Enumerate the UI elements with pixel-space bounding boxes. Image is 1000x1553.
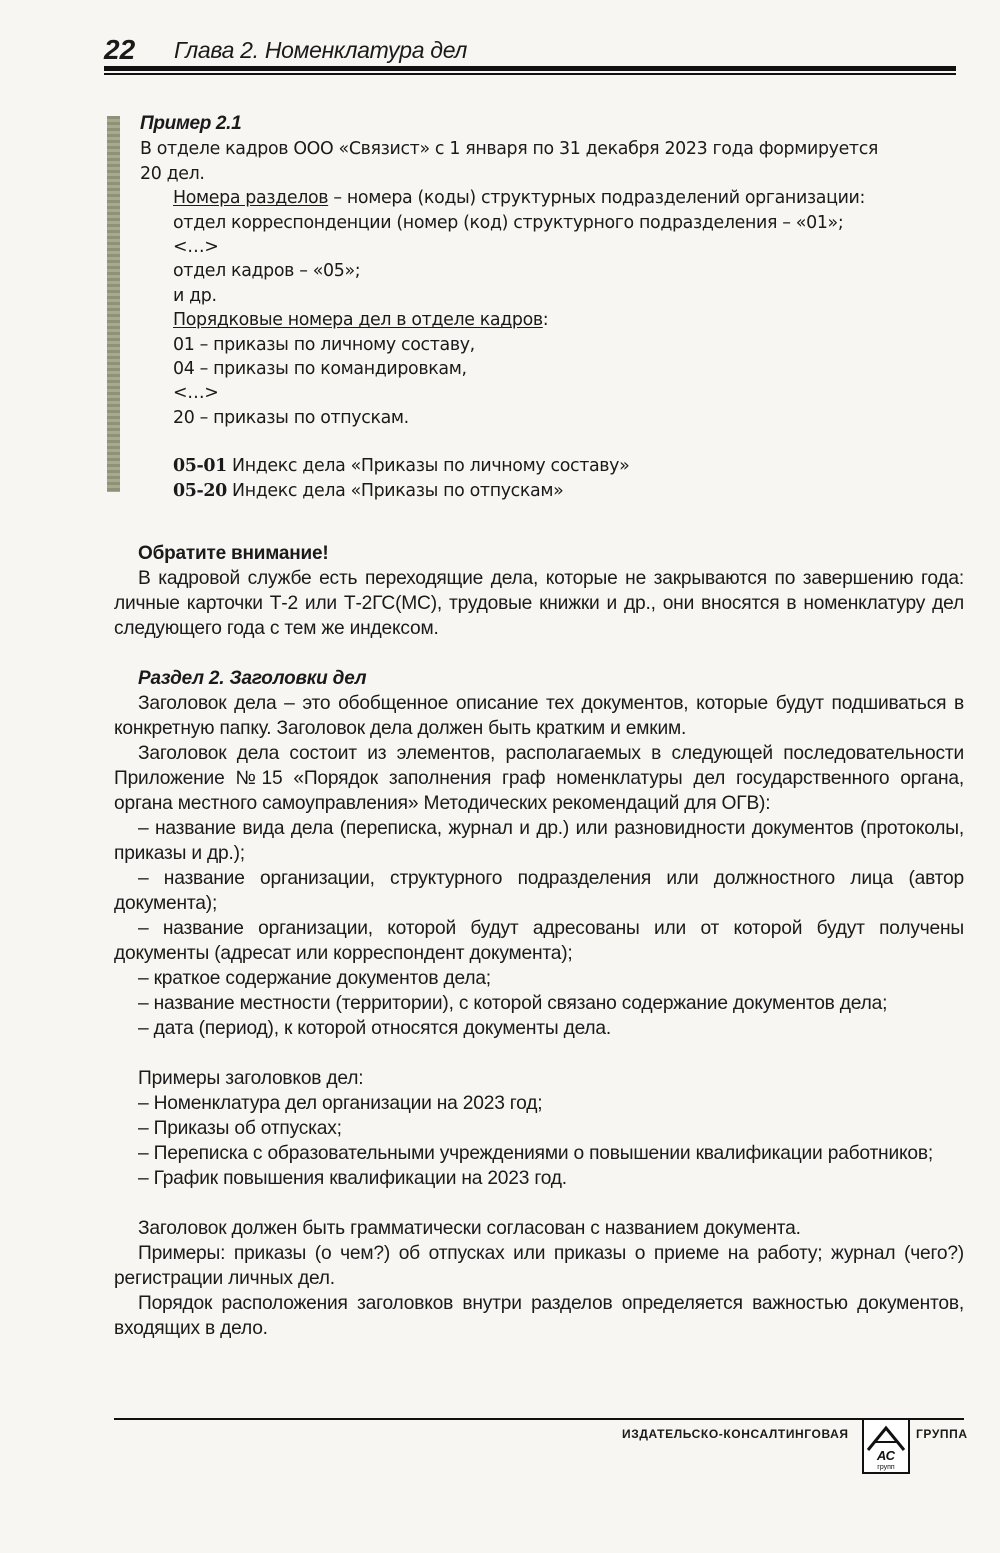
paragraph: Заголовок дела состоит из элементов, располагаемых в следующей последовательности Приложение №15 «Порядок заполнения граф номенклатуры дел государственного органа, органа местного самоуправления» Методических рекомендаций для ОГВ):: [114, 743, 964, 814]
index-code: 05-01: [173, 456, 227, 477]
index-line-2: [140, 479, 960, 503]
logo-text: АС: [876, 1448, 896, 1463]
line-hr: отдел кадров – «05»;: [173, 261, 361, 282]
logo-mark-icon: [864, 1420, 908, 1472]
publisher-left: ИЗДАТЕЛЬСКО-КОНСАЛТИНГОВАЯ: [622, 1427, 849, 1441]
example-intro-cont: 20 дел.: [140, 163, 205, 184]
sections-rest: – номера (коды) структурных подразделений организации:: [328, 188, 866, 209]
list-item: – название организации, структурного подразделения или должностного лица (автор документа);: [114, 868, 964, 914]
item-04: 04 – приказы по командировкам,: [173, 359, 467, 380]
example-intro: В отделе кадров ООО «Связист» с 1 января по 31 декабря 2023 года формируется: [140, 139, 879, 160]
header-rule: [104, 66, 956, 71]
ellipsis: <…>: [173, 383, 219, 404]
list-item: – Приказы об отпусках;: [138, 1118, 342, 1139]
logo-sub: групп: [877, 1464, 895, 1471]
example-title: Пример 2.1: [140, 113, 242, 134]
item-01: 01 – приказы по личному составу,: [173, 334, 475, 355]
list-item: – Номенклатура дел организации на 2023 год;: [138, 1093, 543, 1114]
examples-heading: Примеры заголовков дел:: [138, 1068, 364, 1089]
publisher-logo: [862, 1418, 910, 1474]
paragraph: Порядок расположения заголовков внутри разделов определяется важностью документов, входящих в дело.: [114, 1293, 964, 1339]
index-code: 05-20: [173, 480, 227, 501]
note-text: В кадровой службе есть переходящие дела, которые не закрываются по завершению года: личные карточки Т-2 или Т-2ГС(МС), трудовые книжки и др., они вносятся в номенклатуру дел следующего года с тем же индексом.: [114, 568, 964, 639]
header-rule-thin: [104, 73, 956, 75]
list-item: – краткое содержание документов дела;: [138, 968, 491, 989]
note-heading: Обратите внимание!: [138, 543, 329, 564]
line-correspondence: отдел корреспонденции (номер (код) структурного подразделения – «01»;: [173, 212, 844, 233]
sections-label: Номера разделов: [173, 188, 329, 209]
example-box: [140, 112, 960, 503]
index-text: Индекс дела «Приказы по личному составу»: [226, 456, 630, 477]
page-number: 22: [104, 34, 136, 65]
ellipsis: <…>: [173, 237, 219, 258]
order-label: Порядковые номера дел в отделе кадров: [173, 310, 543, 331]
note-block: [114, 541, 964, 641]
order-line: [140, 308, 960, 332]
list-item: – название вида дела (переписка, журнал и др.) или разновидности документов (протоколы, приказы и др.);: [114, 818, 964, 864]
list-item: – Переписка с образовательными учреждениями о повышении квалификации работников;: [138, 1143, 933, 1164]
section-heading: Раздел 2. Заголовки дел: [138, 668, 367, 689]
list-item: – График повышения квалификации на 2023 год.: [138, 1168, 567, 1189]
section-2: [114, 666, 964, 1341]
list-item: – дата (период), к которой относятся документы дела.: [138, 1018, 612, 1039]
publisher-right: ГРУППА: [916, 1427, 968, 1441]
order-colon: :: [542, 310, 549, 331]
running-header: [104, 34, 956, 70]
paragraph: Заголовок дела – это обобщенное описание тех документов, которые будут подшиваться в конкретную папку. Заголовок дела должен быть кратким и емким.: [114, 693, 964, 739]
list-item: – название местности (территории), с которой связано содержание документов дела;: [138, 993, 888, 1014]
chapter-title: Глава 2. Номенклатура дел: [174, 37, 468, 63]
list-item: – название организации, которой будут адресованы или от которой будут получены документы (адресат или корреспондент документа);: [114, 918, 964, 964]
example-sidebar-bar: [107, 116, 120, 492]
index-line-1: [140, 454, 960, 478]
sections-line: [140, 186, 960, 210]
line-etc: и др.: [173, 285, 217, 306]
index-text: Индекс дела «Приказы по отпускам»: [226, 480, 564, 501]
footer-rule: [114, 1418, 964, 1420]
item-20: 20 – приказы по отпускам.: [173, 407, 409, 428]
paragraph: Примеры: приказы (о чем?) об отпусках или приказы о приеме на работу; журнал (чего?) регистрации личных дел.: [114, 1243, 964, 1289]
paragraph: Заголовок должен быть грамматически согласован с названием документа.: [138, 1218, 801, 1239]
